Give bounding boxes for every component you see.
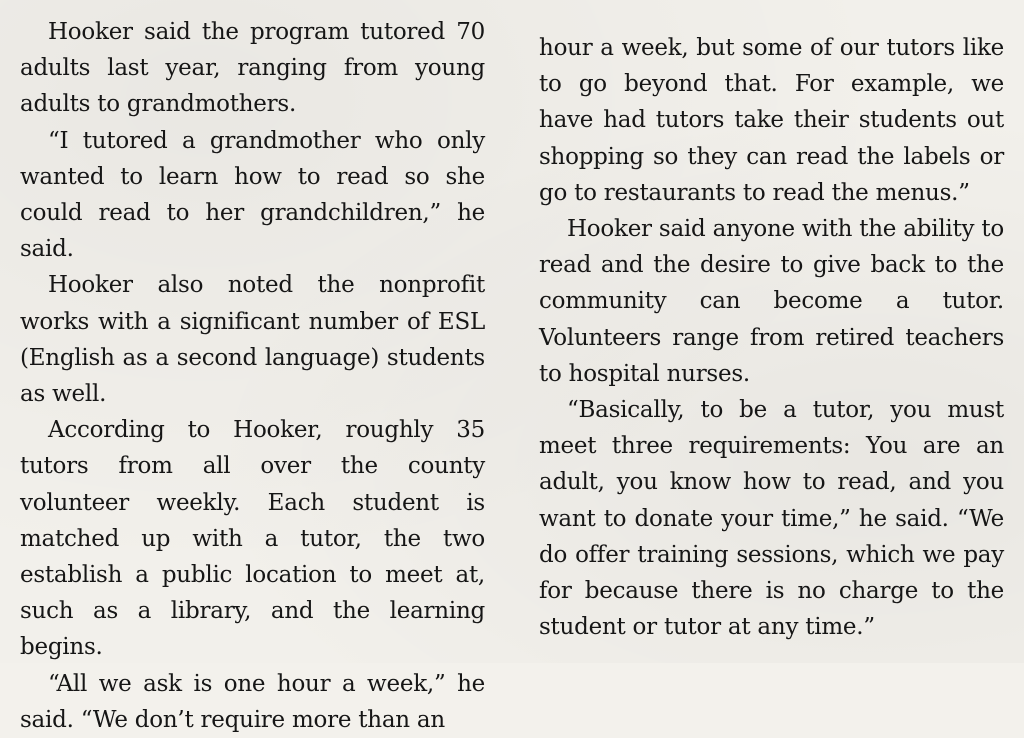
article-column-right <box>539 30 1004 645</box>
article-paragraph: “All we ask is one hour a week,” he said. “We don’t require more than an <box>20 670 485 733</box>
article-paragraph: Hooker also noted the nonprofit works with a significant number of ESL (English as a second language) students as well. <box>20 272 485 408</box>
article-paragraph: Hooker said the program tutored 70 adults last year, ranging from young adults to grandmothers. <box>20 19 485 118</box>
article-paragraph-continued: hour a week, but some of our tutors like to go beyond that. For example, we have had tutors take their students out shopping so they can read the labels or go to restaurants to read the menus.” <box>539 35 1004 206</box>
article-paragraph: “I tutored a grandmother who only wanted to learn how to read so she could read to her grandchildren,” he said. <box>20 127 485 263</box>
article-column-left <box>20 14 485 738</box>
article-paragraph: Hooker said anyone with the ability to read and the desire to give back to the community can become a tutor. Volunteers range from retired teachers to hospital nurses. <box>539 216 1004 387</box>
article-paragraph: According to Hooker, roughly 35 tutors from all over the county volunteer weekly. Each student is matched up with a tutor, the two establish a public location to meet at, such as a library, and the learning begins. <box>20 417 485 661</box>
article-paragraph: “Basically, to be a tutor, you must meet three requirements: You are an adult, you know how to read, and you want to donate your time,” he said. “We do offer training sessions, which we pay for because there is no charge to the student or tutor at any time.” <box>539 397 1004 641</box>
